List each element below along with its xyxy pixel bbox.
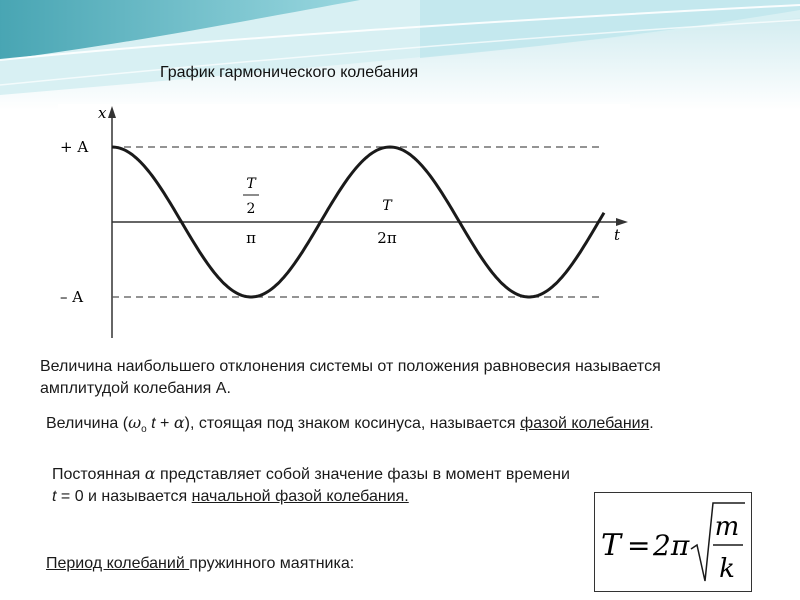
omega-symbol: ω xyxy=(128,413,142,432)
phase-term: фазой колебания xyxy=(520,415,650,432)
initial-phase-definition: Постоянная α представляет собой значение фазы в момент времени t = 0 и называется начальной фазой колебания. xyxy=(52,464,570,505)
x-axis-label: t xyxy=(614,226,621,244)
header-decoration xyxy=(0,0,800,110)
half-period-denominator: 2 xyxy=(246,201,256,217)
half-period-phase: π xyxy=(246,229,256,247)
formula-denominator: k xyxy=(719,554,735,584)
alpha-symbol: α xyxy=(173,413,185,432)
formula-coefficient: 2π xyxy=(653,529,690,562)
alpha-symbol: α xyxy=(144,464,156,483)
y-axis-arrow xyxy=(108,106,116,118)
oscillation-graph xyxy=(58,104,630,338)
period-label: T xyxy=(382,198,392,214)
y-axis-label: x xyxy=(98,104,107,122)
initial-phase-term: начальной фазой колебания. xyxy=(191,488,409,505)
formula-canvas xyxy=(595,493,751,591)
minus-a-label: – A xyxy=(60,288,84,306)
slide-title: График гармонического колебания xyxy=(160,64,419,81)
formula-equals: = xyxy=(627,529,651,562)
omega-subscript: o xyxy=(141,424,147,436)
period-phase: 2π xyxy=(377,229,397,247)
period-caption: Период колебаний пружинного маятника: xyxy=(46,555,355,572)
period-formula xyxy=(594,492,752,592)
half-period-numerator: T xyxy=(246,176,256,192)
period-term: Период колебаний xyxy=(46,555,190,572)
formula-numerator: m xyxy=(714,512,740,542)
graph-canvas xyxy=(58,104,630,338)
phase-definition: Величина ($\omega_o$ t + α), стоящая под знаком косинуса, называется фазой колебания. xyxy=(46,413,654,436)
amplitude-definition: Величина наибольшего отклонения системы от положения равновесия называется амплитудой колебания А. xyxy=(40,358,661,397)
plus-a-label: + A xyxy=(60,138,89,156)
formula-lhs: T xyxy=(601,528,622,563)
x-axis-arrow xyxy=(616,218,628,226)
